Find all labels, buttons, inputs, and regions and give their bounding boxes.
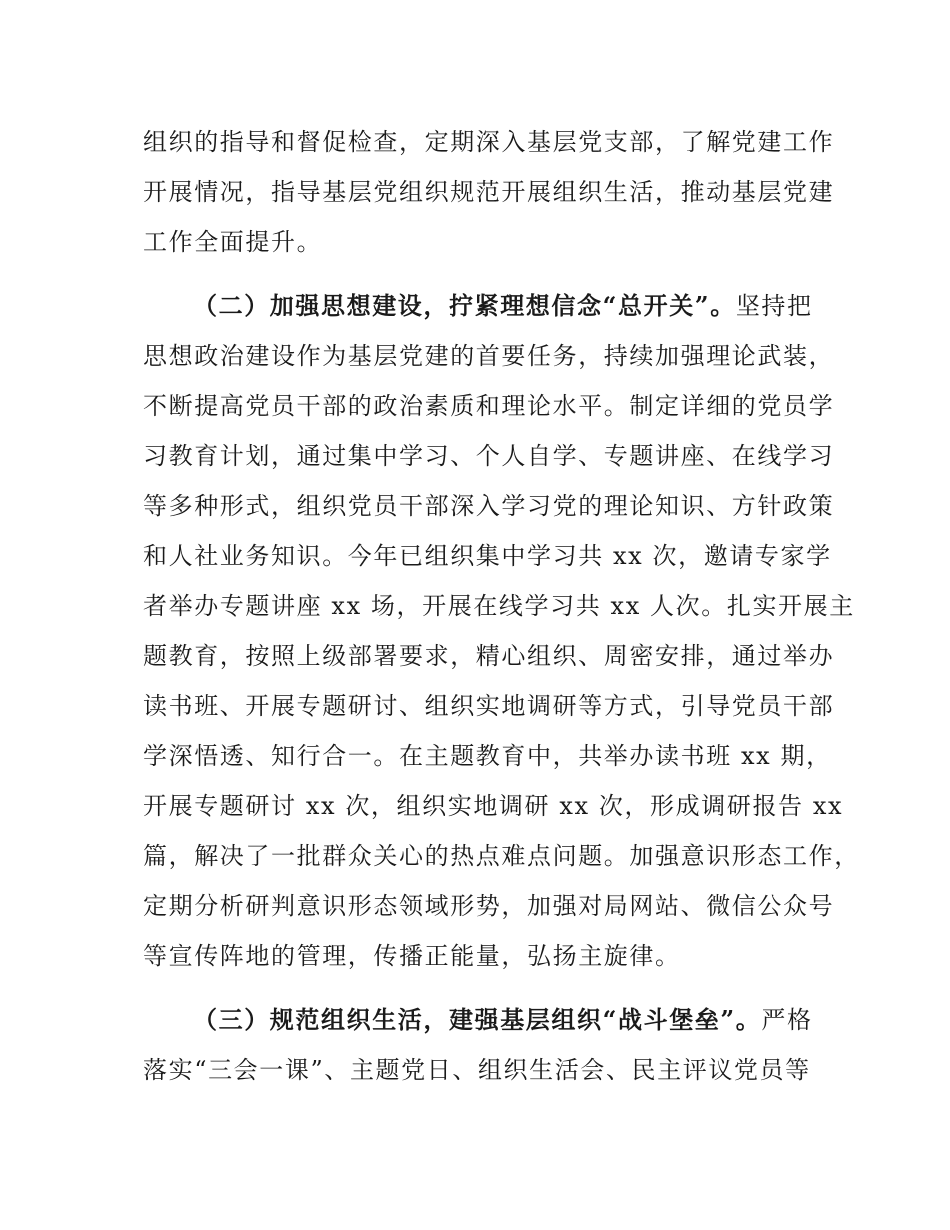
paragraph-3-first-line: [193, 998, 833, 1042]
paragraph-1-line-3: 工作全面提升。: [143, 228, 323, 256]
paragraph-2-line: 思想政治建设作为基层党建的首要任务，持续加强理论武装，: [143, 342, 835, 370]
paragraph-2-line: 篇，解决了一批群众关心的热点难点问题。加强意识形态工作，: [143, 842, 860, 870]
paragraph-1-line-2: 开展情况，指导基层党组织规范开展组织生活，推动基层党建: [143, 178, 835, 206]
paragraph-2-line: 开展专题研讨 xx 次，组织实地调研 xx 次，形成调研报告 xx: [143, 792, 844, 820]
section-heading-2: （二）加强思想建设，拧紧理想信念“总开关”。: [193, 291, 736, 320]
paragraph-2-line: 题教育，按照上级部署要求，精心组织、周密安排，通过举办: [143, 642, 835, 670]
paragraph-3-first-line-rest: 严格: [761, 1006, 813, 1034]
paragraph-3-line: 落实“三会一课”、主题党日、组织生活会、民主评议党员等: [143, 1056, 811, 1084]
paragraph-2-line: 读书班、开展专题研讨、组织实地调研等方式，引导党员干部: [143, 692, 835, 720]
paragraph-2-line: 定期分析研判意识形态领域形势，加强对局网站、微信公众号: [143, 892, 835, 920]
paragraph-2-first-line-rest: 坚持把: [735, 292, 813, 320]
paragraph-2-line: 不断提高党员干部的政治素质和理论水平。制定详细的党员学: [143, 392, 835, 420]
paragraph-2-first-line: [193, 284, 833, 328]
paragraph-2-line: 等宣传阵地的管理，传播正能量，弘扬主旋律。: [143, 942, 681, 970]
paragraph-2-line: 习教育计划，通过集中学习、个人自学、专题讲座、在线学习: [143, 442, 835, 470]
paragraph-2-line: 者举办专题讲座 xx 场，开展在线学习共 xx 人次。扎实开展主: [143, 592, 855, 620]
paragraph-2-line: 等多种形式，组织党员干部深入学习党的理论知识、方针政策: [143, 492, 835, 520]
section-heading-3: （三）规范组织生活，建强基层组织“战斗堡垒”。: [193, 1005, 762, 1034]
paragraph-1-line-1: 组织的指导和督促检查，定期深入基层党支部，了解党建工作: [143, 128, 835, 156]
paragraph-2-line: 和人社业务知识。今年已组织集中学习共 xx 次，邀请专家学: [143, 542, 832, 570]
paragraph-2-line: 学深悟透、知行合一。在主题教育中，共举办读书班 xx 期，: [143, 742, 832, 770]
